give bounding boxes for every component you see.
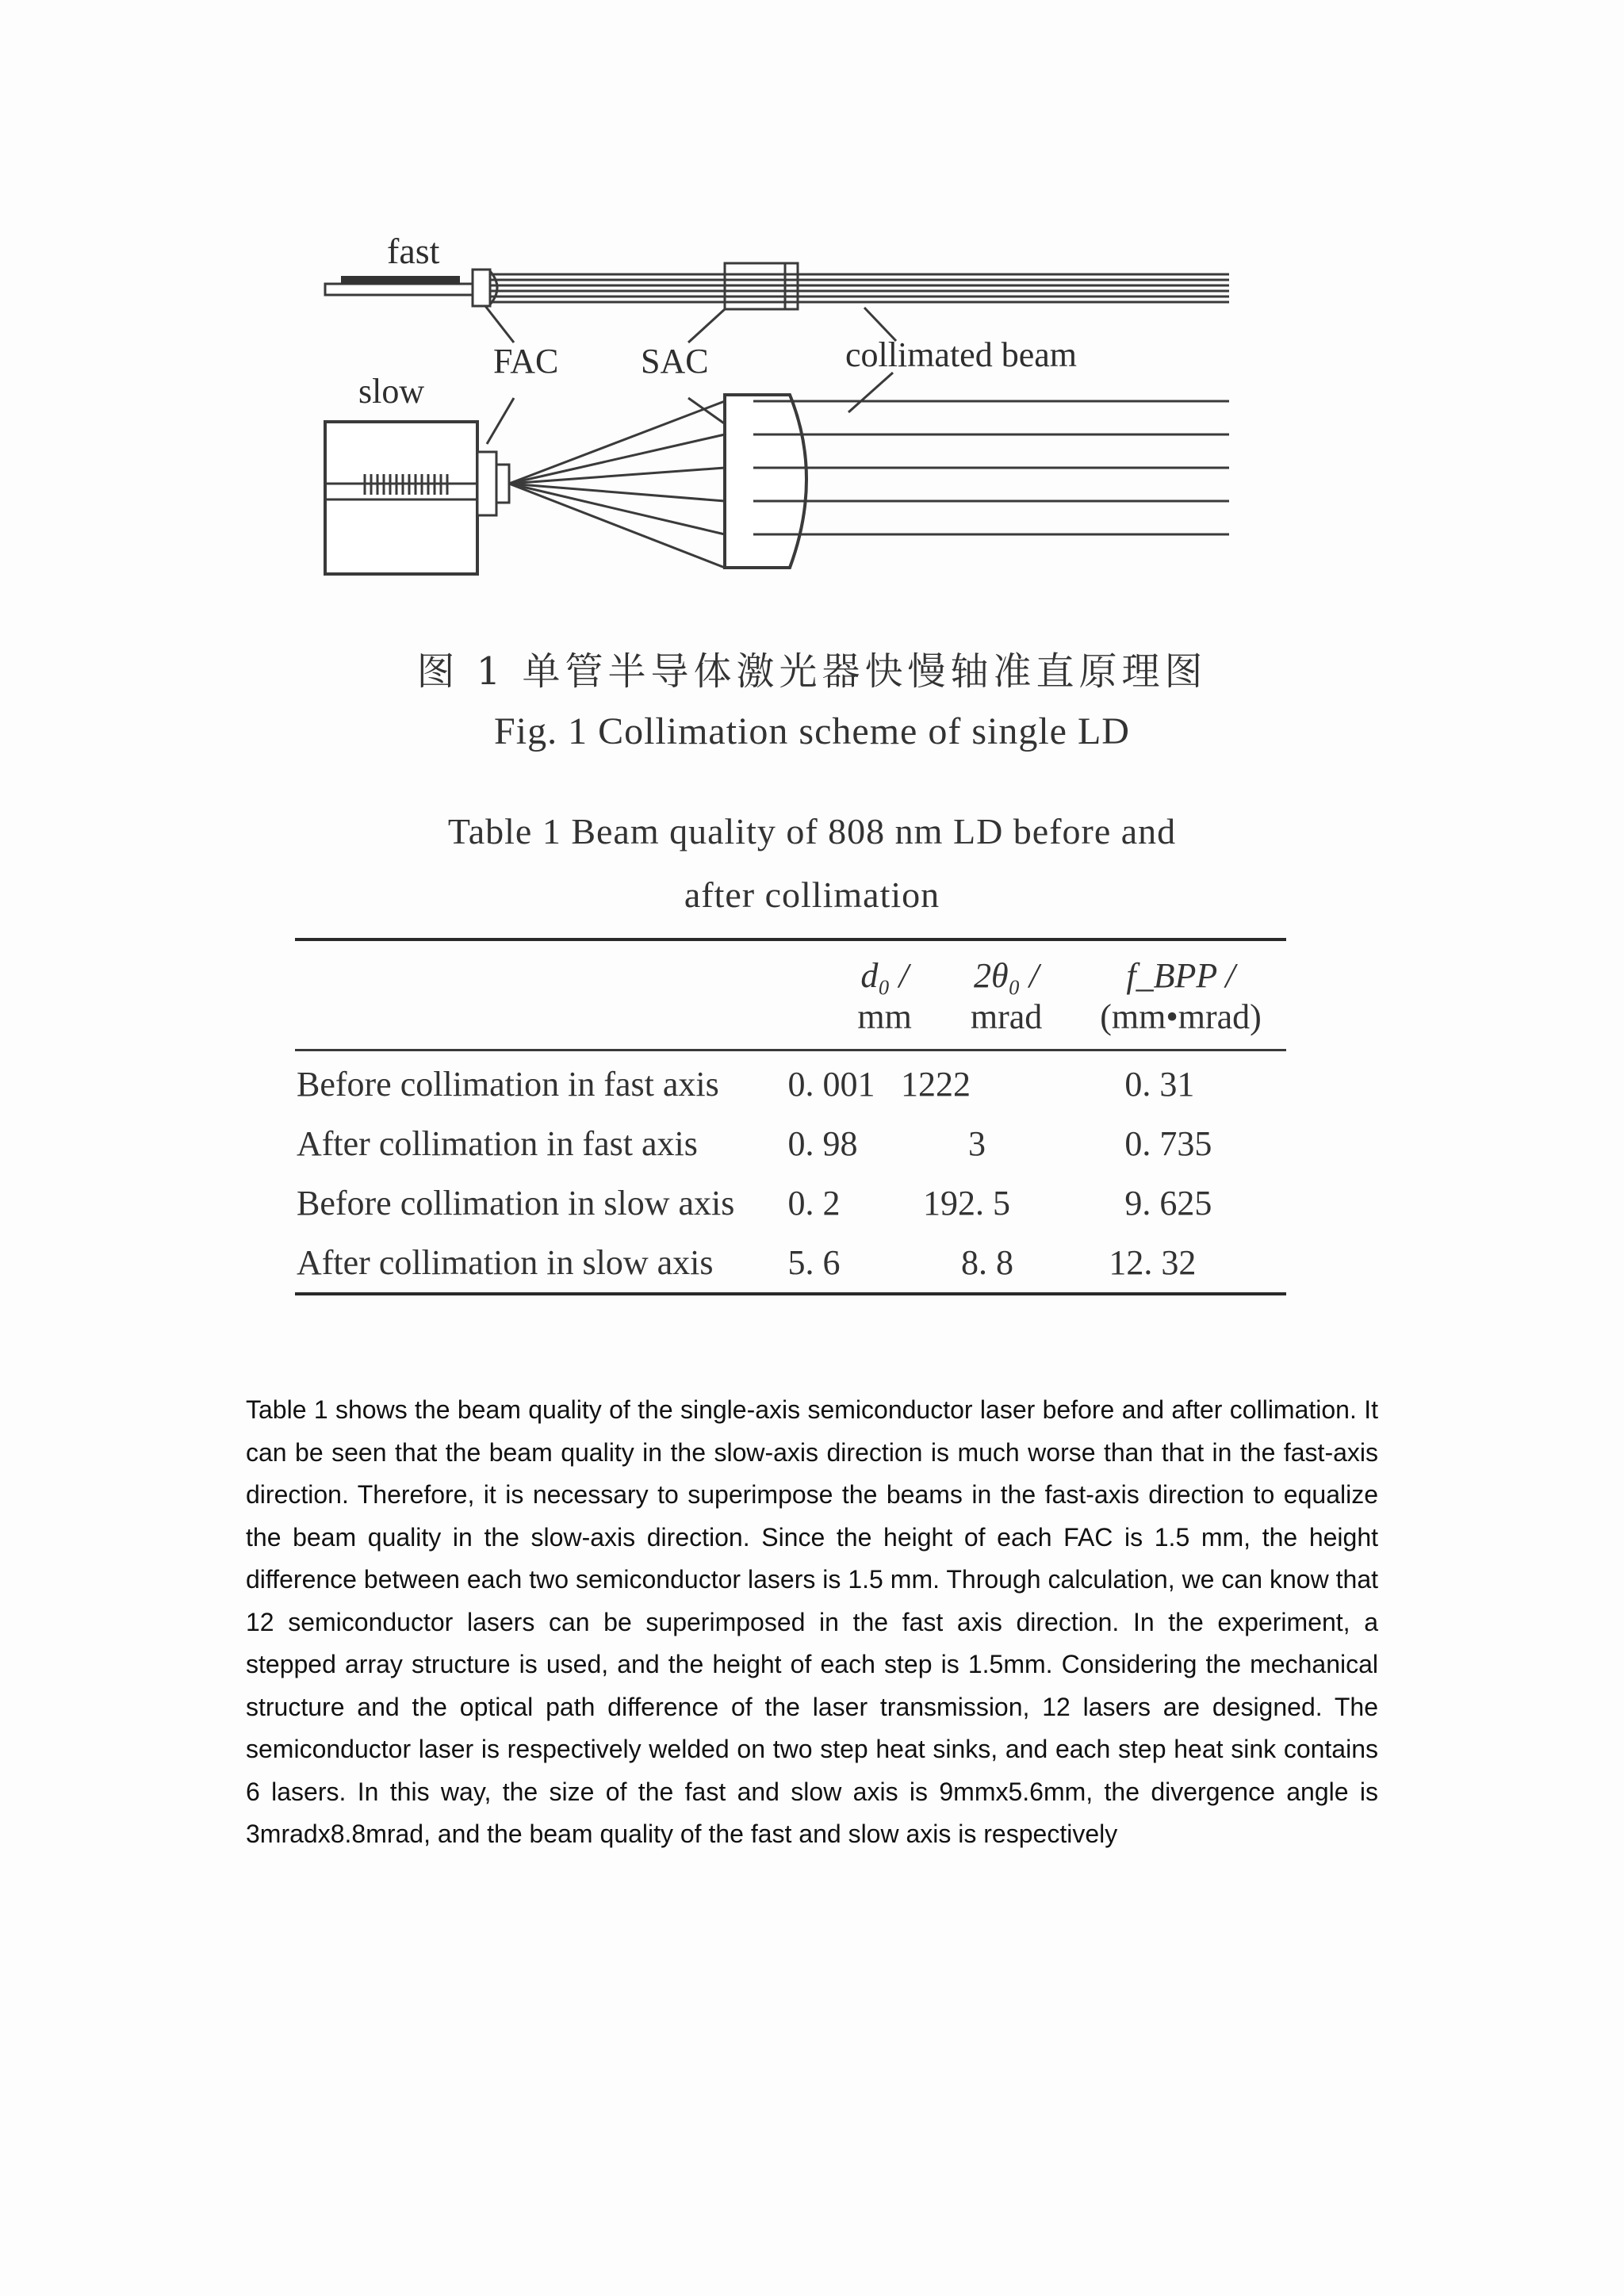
table-cell: 5. 6	[787, 1243, 841, 1282]
fast-label: fast	[387, 231, 440, 271]
header-top: d₀ /	[860, 956, 909, 995]
slow-axis-diagram	[325, 395, 1229, 574]
header-cell	[1075, 941, 1286, 1049]
table-row	[295, 1051, 1286, 1114]
table-cell: 0. 31	[1124, 1065, 1195, 1104]
table-cell: Before collimation in fast axis	[297, 1065, 719, 1104]
body-paragraph: Table 1 shows the beam quality of the single-axis semiconductor laser before and after collimation. It can be seen that the beam quality in the slow-axis direction is much worse than that in the fast-axis direction. Therefore, it is necessary to superimpose the beams in the fast-axis direction to equalize the beam quality in the slow-axis direction. Since the height of each FAC is 1.5 mm, the height difference between each two semiconductor lasers is 1.5 mm. Through calculation, we can know that 12 semiconductor lasers can be superimposed in the fast axis direction. In the experiment, a stepped array structure is used, and the height of each step is 1.5mm. Considering the mechanical structure and the optical path difference of the laser transmission, 12 lasers are designed. The semiconductor laser is respectively welded on two step heat sinks, and each step heat sink contains 6 lasers. In this way, the size of the fast and slow axis is 9mmx5.6mm, the divergence angle is 3mradx8.8mrad, and the beam quality of the fast and slow axis is respectively	[246, 1395, 1378, 1848]
table-cell: 8. 8	[960, 1243, 1013, 1282]
collimation-figure	[309, 214, 1245, 587]
header-top: f_BPP /	[1126, 956, 1235, 995]
table-cell: 3	[967, 1124, 986, 1163]
table-title-line-1: Table 1 Beam quality of 808 nm LD before and	[447, 811, 1177, 851]
table-header-row	[295, 941, 1286, 1049]
table-title-line-2: after collimation	[684, 874, 940, 915]
table-cell: 0. 98	[787, 1124, 858, 1163]
figure-caption-english: Fig. 1 Collimation scheme of single LD	[494, 710, 1130, 752]
fac-label: FAC	[493, 342, 559, 381]
table-cell: 9. 625	[1124, 1184, 1212, 1223]
sac-label: SAC	[641, 342, 709, 381]
figure-caption-chinese: 图 1 单管半导体激光器快慢轴准直原理图	[416, 649, 1208, 694]
table-cell: Before collimation in slow axis	[297, 1184, 735, 1223]
table-cell: 0. 001	[787, 1065, 875, 1104]
table-row	[295, 1233, 1286, 1292]
table-cell: After collimation in slow axis	[297, 1243, 714, 1282]
table-cell: 1222	[900, 1065, 971, 1104]
header-cell	[937, 941, 1075, 1049]
header-cell	[832, 941, 937, 1049]
collimation-diagram	[309, 214, 1245, 587]
beam-quality-table	[295, 938, 1286, 1295]
header-bottom: mm	[857, 997, 912, 1036]
header-cell	[295, 941, 832, 1049]
table-bottom-rule	[295, 1292, 1286, 1295]
header-bottom: mrad	[970, 997, 1043, 1036]
slow-label: slow	[358, 372, 425, 411]
table-cell: 12. 32	[1109, 1243, 1197, 1282]
header-top: 2θ₀ /	[974, 956, 1040, 995]
table-row	[295, 1114, 1286, 1173]
table-cell: 192. 5	[922, 1184, 1010, 1223]
collimated-beam-label: collimated beam	[845, 335, 1077, 374]
table-cell: 0. 2	[787, 1184, 841, 1223]
table-row	[295, 1173, 1286, 1233]
fast-axis-diagram	[325, 263, 1229, 309]
table-cell: 0. 735	[1124, 1124, 1212, 1163]
table-cell: After collimation in fast axis	[297, 1124, 698, 1163]
header-bottom: (mm•mrad)	[1100, 997, 1262, 1036]
